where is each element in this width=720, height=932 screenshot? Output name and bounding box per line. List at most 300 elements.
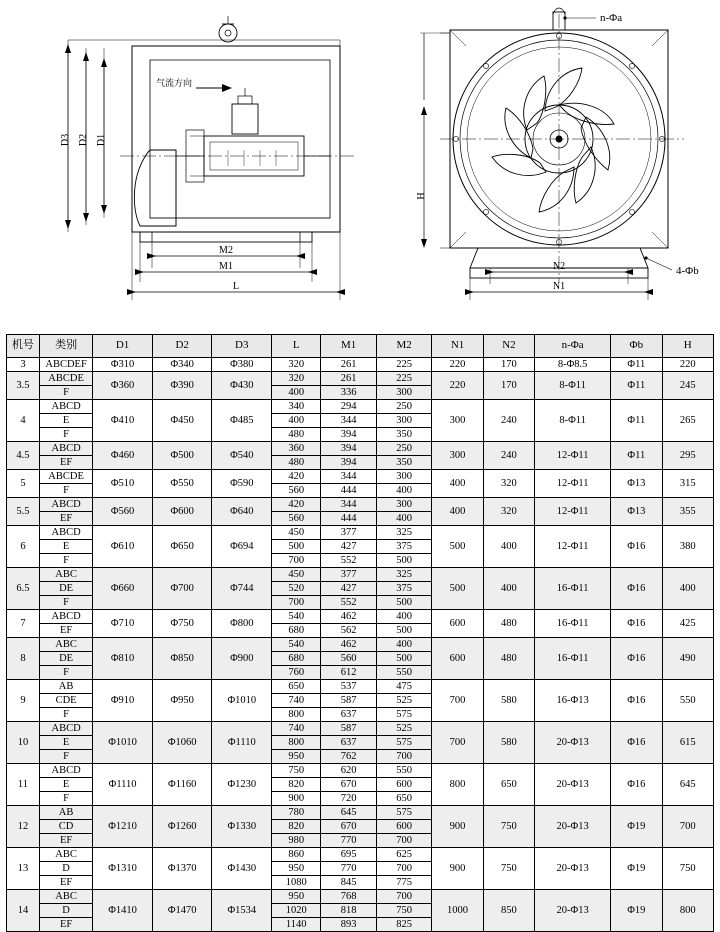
cell-m2: 575 [376, 708, 431, 722]
cell-h: 315 [662, 470, 713, 498]
dim-label-n1: N1 [552, 281, 566, 292]
cell-category: ABCD [39, 764, 92, 778]
header-row [7, 335, 714, 358]
cell-d3: Φ485 [212, 400, 272, 442]
cell-h: 400 [662, 568, 713, 610]
cell-phi-b: Φ16 [611, 680, 662, 722]
cell-l: 420 [272, 470, 321, 484]
cell-h: 700 [662, 806, 713, 848]
cell-m1: 670 [321, 820, 376, 834]
spec-table [6, 334, 714, 932]
cell-d2: Φ700 [152, 568, 212, 610]
cell-category: EF [39, 834, 92, 848]
cell-category: DE [39, 652, 92, 666]
cell-d2: Φ500 [152, 442, 212, 470]
cell-m2: 300 [376, 498, 431, 512]
cell-d3: Φ1010 [212, 680, 272, 722]
table-row [7, 610, 714, 624]
cell-d3: Φ590 [212, 470, 272, 498]
cell-h: 295 [662, 442, 713, 470]
col-header-d2: D2 [152, 335, 212, 358]
cell-m2: 400 [376, 512, 431, 526]
cell-n1: 220 [432, 358, 483, 372]
drawing-svg [0, 0, 720, 325]
cell-m2: 600 [376, 778, 431, 792]
cell-m1: 637 [321, 736, 376, 750]
cell-category: ABCD [39, 722, 92, 736]
spec-table-head [7, 335, 714, 358]
cell-m2: 700 [376, 750, 431, 764]
cell-d3: Φ430 [212, 372, 272, 400]
cell-m1: 444 [321, 484, 376, 498]
cell-d1: Φ1310 [93, 848, 153, 890]
cell-phi-b: Φ16 [611, 638, 662, 680]
cell-h: 615 [662, 722, 713, 764]
cell-h: 265 [662, 400, 713, 442]
cell-n-phi-a: 16-Φ11 [535, 638, 611, 680]
cell-d3: Φ1330 [212, 806, 272, 848]
cell-m2: 650 [376, 792, 431, 806]
cell-category: E [39, 778, 92, 792]
cell-n-phi-a: 12-Φ11 [535, 442, 611, 470]
cell-category: EF [39, 918, 92, 932]
cell-l: 950 [272, 750, 321, 764]
col-header-m2: M2 [376, 335, 431, 358]
cell-m1: 294 [321, 400, 376, 414]
cell-m1: 462 [321, 638, 376, 652]
cell-m1: 637 [321, 708, 376, 722]
cell-n-phi-a: 12-Φ11 [535, 498, 611, 526]
cell-d1: Φ560 [93, 498, 153, 526]
cell-m1: 377 [321, 568, 376, 582]
cell-d2: Φ340 [152, 358, 212, 372]
cell-n2: 580 [483, 680, 534, 722]
cell-n1: 600 [432, 610, 483, 638]
cell-category: ABCDE [39, 372, 92, 386]
cell-category: F [39, 596, 92, 610]
cell-l: 740 [272, 694, 321, 708]
cell-m1: 818 [321, 904, 376, 918]
cell-m1: 893 [321, 918, 376, 932]
cell-h: 800 [662, 890, 713, 932]
cell-phi-b: Φ19 [611, 806, 662, 848]
col-header-m1: M1 [321, 335, 376, 358]
cell-n2: 480 [483, 610, 534, 638]
col-header-h: H [662, 335, 713, 358]
cell-n1: 600 [432, 638, 483, 680]
cell-m2: 775 [376, 876, 431, 890]
cell-category: D [39, 862, 92, 876]
cell-m1: 394 [321, 456, 376, 470]
cell-l: 900 [272, 792, 321, 806]
cell-m2: 300 [376, 386, 431, 400]
table-row [7, 526, 714, 540]
cell-category: F [39, 484, 92, 498]
cell-n-phi-a: 20-Φ13 [535, 890, 611, 932]
cell-n-phi-a: 12-Φ11 [535, 470, 611, 498]
table-row [7, 764, 714, 778]
cell-m1: 587 [321, 694, 376, 708]
cell-m1: 344 [321, 470, 376, 484]
cell-category: ABCDE [39, 470, 92, 484]
cell-d1: Φ610 [93, 526, 153, 568]
cell-n2: 320 [483, 498, 534, 526]
cell-m2: 500 [376, 554, 431, 568]
cell-m2: 475 [376, 680, 431, 694]
cell-d1: Φ810 [93, 638, 153, 680]
cell-n-phi-a: 12-Φ11 [535, 526, 611, 568]
cell-m2: 600 [376, 820, 431, 834]
cell-m2: 350 [376, 428, 431, 442]
cell-d2: Φ850 [152, 638, 212, 680]
cell-m1: 261 [321, 372, 376, 386]
cell-d1: Φ660 [93, 568, 153, 610]
cell-phi-b: Φ11 [611, 400, 662, 442]
cell-l: 320 [272, 372, 321, 386]
cell-n2: 480 [483, 638, 534, 680]
cell-m1: 537 [321, 680, 376, 694]
cell-category: CDE [39, 694, 92, 708]
cell-category: EF [39, 456, 92, 470]
cell-l: 480 [272, 428, 321, 442]
cell-category: ABCDEF [39, 358, 92, 372]
cell-n1: 700 [432, 722, 483, 764]
cell-l: 320 [272, 358, 321, 372]
cell-d1: Φ1410 [93, 890, 153, 932]
cell-category: ABCD [39, 400, 92, 414]
spec-table-body [7, 358, 714, 932]
cell-m2: 525 [376, 722, 431, 736]
cell-model: 7 [7, 610, 40, 638]
cell-l: 340 [272, 400, 321, 414]
airflow-direction-label: 气流方向 [156, 79, 193, 89]
cell-n-phi-a: 16-Φ11 [535, 610, 611, 638]
cell-m2: 350 [376, 456, 431, 470]
cell-model: 14 [7, 890, 40, 932]
cell-category: ABC [39, 848, 92, 862]
cell-m2: 500 [376, 596, 431, 610]
cell-category: E [39, 414, 92, 428]
cell-m2: 700 [376, 862, 431, 876]
cell-l: 680 [272, 624, 321, 638]
cell-m1: 670 [321, 778, 376, 792]
cell-m1: 427 [321, 540, 376, 554]
cell-d1: Φ1210 [93, 806, 153, 848]
cell-l: 750 [272, 764, 321, 778]
cell-phi-b: Φ19 [611, 848, 662, 890]
cell-category: F [39, 792, 92, 806]
cell-l: 560 [272, 484, 321, 498]
cell-n1: 300 [432, 400, 483, 442]
cell-category: E [39, 736, 92, 750]
cell-l: 740 [272, 722, 321, 736]
cell-d3: Φ1430 [212, 848, 272, 890]
cell-d3: Φ1110 [212, 722, 272, 764]
cell-d3: Φ640 [212, 498, 272, 526]
cell-phi-b: Φ13 [611, 498, 662, 526]
cell-d2: Φ600 [152, 498, 212, 526]
cell-l: 400 [272, 386, 321, 400]
cell-d1: Φ910 [93, 680, 153, 722]
col-header-l: L [272, 335, 321, 358]
cell-d3: Φ380 [212, 358, 272, 372]
cell-l: 650 [272, 680, 321, 694]
cell-h: 220 [662, 358, 713, 372]
cell-phi-b: Φ16 [611, 526, 662, 568]
table-row [7, 890, 714, 904]
cell-m1: 770 [321, 834, 376, 848]
cell-d2: Φ390 [152, 372, 212, 400]
col-header-n-phi-a: n-Φa [535, 335, 611, 358]
cell-n-phi-a: 20-Φ13 [535, 806, 611, 848]
cell-m1: 552 [321, 596, 376, 610]
cell-l: 450 [272, 526, 321, 540]
cell-model: 13 [7, 848, 40, 890]
cell-m1: 845 [321, 876, 376, 890]
cell-n1: 500 [432, 568, 483, 610]
cell-d1: Φ460 [93, 442, 153, 470]
cell-l: 520 [272, 582, 321, 596]
cell-n1: 300 [432, 442, 483, 470]
cell-l: 820 [272, 820, 321, 834]
cell-phi-b: Φ11 [611, 358, 662, 372]
cell-m1: 427 [321, 582, 376, 596]
cell-l: 800 [272, 736, 321, 750]
cell-d2: Φ450 [152, 400, 212, 442]
technical-drawing [0, 0, 720, 320]
cell-m2: 575 [376, 806, 431, 820]
cell-m2: 625 [376, 848, 431, 862]
cell-m2: 525 [376, 694, 431, 708]
cell-category: ABCD [39, 442, 92, 456]
cell-l: 500 [272, 540, 321, 554]
cell-m1: 612 [321, 666, 376, 680]
cell-n-phi-a: 20-Φ13 [535, 722, 611, 764]
cell-n-phi-a: 8-Φ11 [535, 400, 611, 442]
cell-n1: 400 [432, 498, 483, 526]
cell-d3: Φ1534 [212, 890, 272, 932]
col-header-d1: D1 [93, 335, 153, 358]
cell-n2: 320 [483, 470, 534, 498]
cell-d3: Φ900 [212, 638, 272, 680]
table-row [7, 680, 714, 694]
cell-l: 820 [272, 778, 321, 792]
cell-l: 860 [272, 848, 321, 862]
cell-m1: 377 [321, 526, 376, 540]
col-header-phi-b: Φb [611, 335, 662, 358]
table-row [7, 358, 714, 372]
cell-m1: 560 [321, 652, 376, 666]
cell-n1: 800 [432, 764, 483, 806]
cell-m1: 261 [321, 358, 376, 372]
col-header-n2: N2 [483, 335, 534, 358]
cell-m1: 770 [321, 862, 376, 876]
dim-label-l: L [232, 281, 240, 292]
cell-d1: Φ1110 [93, 764, 153, 806]
cell-model: 6.5 [7, 568, 40, 610]
cell-n1: 900 [432, 806, 483, 848]
cell-d1: Φ510 [93, 470, 153, 498]
col-header-d3: D3 [212, 335, 272, 358]
cell-n1: 700 [432, 680, 483, 722]
col-header-category: 类别 [39, 335, 92, 358]
cell-phi-b: Φ16 [611, 568, 662, 610]
cell-category: AB [39, 806, 92, 820]
cell-d2: Φ750 [152, 610, 212, 638]
cell-m2: 400 [376, 610, 431, 624]
table-row [7, 400, 714, 414]
cell-category: EF [39, 624, 92, 638]
cell-category: AB [39, 680, 92, 694]
cell-m2: 375 [376, 582, 431, 596]
cell-n1: 400 [432, 470, 483, 498]
cell-m2: 300 [376, 470, 431, 484]
cell-phi-b: Φ16 [611, 722, 662, 764]
table-row [7, 442, 714, 456]
cell-h: 355 [662, 498, 713, 526]
table-row [7, 722, 714, 736]
cell-h: 750 [662, 848, 713, 890]
cell-d1: Φ1010 [93, 722, 153, 764]
cell-m2: 400 [376, 638, 431, 652]
cell-m1: 394 [321, 442, 376, 456]
cell-d2: Φ1160 [152, 764, 212, 806]
cell-m1: 394 [321, 428, 376, 442]
cell-d2: Φ1370 [152, 848, 212, 890]
cell-m1: 620 [321, 764, 376, 778]
cell-m1: 552 [321, 554, 376, 568]
cell-d2: Φ1470 [152, 890, 212, 932]
dim-label-d3: D3 [60, 133, 71, 147]
cell-l: 560 [272, 512, 321, 526]
cell-model: 8 [7, 638, 40, 680]
cell-phi-b: Φ19 [611, 890, 662, 932]
cell-m1: 562 [321, 624, 376, 638]
cell-m2: 250 [376, 400, 431, 414]
cell-d2: Φ650 [152, 526, 212, 568]
cell-m1: 344 [321, 414, 376, 428]
cell-d2: Φ550 [152, 470, 212, 498]
cell-n-phi-a: 8-Φ11 [535, 372, 611, 400]
cell-d3: Φ744 [212, 568, 272, 610]
cell-model: 4 [7, 400, 40, 442]
table-row [7, 638, 714, 652]
cell-category: E [39, 540, 92, 554]
cell-m2: 550 [376, 764, 431, 778]
cell-n-phi-a: 16-Φ13 [535, 680, 611, 722]
cell-n-phi-a: 8-Φ8.5 [535, 358, 611, 372]
cell-n1: 500 [432, 526, 483, 568]
cell-l: 400 [272, 414, 321, 428]
cell-phi-b: Φ16 [611, 764, 662, 806]
table-row [7, 806, 714, 820]
cell-l: 680 [272, 652, 321, 666]
cell-phi-b: Φ11 [611, 442, 662, 470]
cell-l: 1140 [272, 918, 321, 932]
cell-category: F [39, 708, 92, 722]
cell-d3: Φ540 [212, 442, 272, 470]
cell-l: 540 [272, 638, 321, 652]
cell-category: CD [39, 820, 92, 834]
cell-category: F [39, 554, 92, 568]
cell-n2: 580 [483, 722, 534, 764]
cell-n-phi-a: 20-Φ13 [535, 848, 611, 890]
cell-l: 780 [272, 806, 321, 820]
cell-l: 420 [272, 498, 321, 512]
cell-m1: 768 [321, 890, 376, 904]
cell-category: F [39, 386, 92, 400]
cell-m1: 762 [321, 750, 376, 764]
table-row [7, 568, 714, 582]
cell-category: EF [39, 512, 92, 526]
cell-n2: 650 [483, 764, 534, 806]
cell-model: 10 [7, 722, 40, 764]
cell-h: 550 [662, 680, 713, 722]
cell-n2: 170 [483, 372, 534, 400]
cell-model: 5 [7, 470, 40, 498]
cell-model: 6 [7, 526, 40, 568]
cell-category: DE [39, 582, 92, 596]
cell-m2: 225 [376, 372, 431, 386]
cell-l: 950 [272, 890, 321, 904]
cell-m2: 750 [376, 904, 431, 918]
cell-category: ABCD [39, 610, 92, 624]
cell-category: ABC [39, 890, 92, 904]
col-header-n1: N1 [432, 335, 483, 358]
dim-label-m2: M2 [219, 245, 233, 256]
cell-n1: 220 [432, 372, 483, 400]
cell-d2: Φ950 [152, 680, 212, 722]
cell-l: 1020 [272, 904, 321, 918]
dim-label-n2: N2 [552, 261, 566, 272]
cell-category: D [39, 904, 92, 918]
cell-phi-b: Φ16 [611, 610, 662, 638]
cell-d3: Φ694 [212, 526, 272, 568]
cell-model: 9 [7, 680, 40, 722]
cell-m1: 645 [321, 806, 376, 820]
cell-n2: 850 [483, 890, 534, 932]
cell-model: 12 [7, 806, 40, 848]
table-row [7, 470, 714, 484]
cell-h: 490 [662, 638, 713, 680]
dim-label-d1: D1 [96, 133, 107, 147]
cell-n-phi-a: 20-Φ13 [535, 764, 611, 806]
cell-n2: 240 [483, 442, 534, 470]
cell-m1: 695 [321, 848, 376, 862]
cell-l: 800 [272, 708, 321, 722]
cell-phi-b: Φ11 [611, 372, 662, 400]
cell-model: 11 [7, 764, 40, 806]
cell-category: F [39, 750, 92, 764]
dim-label-d2: D2 [78, 133, 89, 147]
cell-l: 1080 [272, 876, 321, 890]
cell-m2: 500 [376, 624, 431, 638]
cell-m2: 500 [376, 652, 431, 666]
cell-n2: 170 [483, 358, 534, 372]
cell-n2: 400 [483, 526, 534, 568]
cell-l: 700 [272, 554, 321, 568]
cell-h: 245 [662, 372, 713, 400]
cell-l: 480 [272, 456, 321, 470]
cell-category: ABC [39, 638, 92, 652]
cell-m1: 336 [321, 386, 376, 400]
cell-l: 980 [272, 834, 321, 848]
spec-table-wrapper [6, 334, 714, 932]
table-row [7, 372, 714, 386]
cell-d1: Φ310 [93, 358, 153, 372]
cell-l: 760 [272, 666, 321, 680]
cell-n-phi-a: 16-Φ11 [535, 568, 611, 610]
